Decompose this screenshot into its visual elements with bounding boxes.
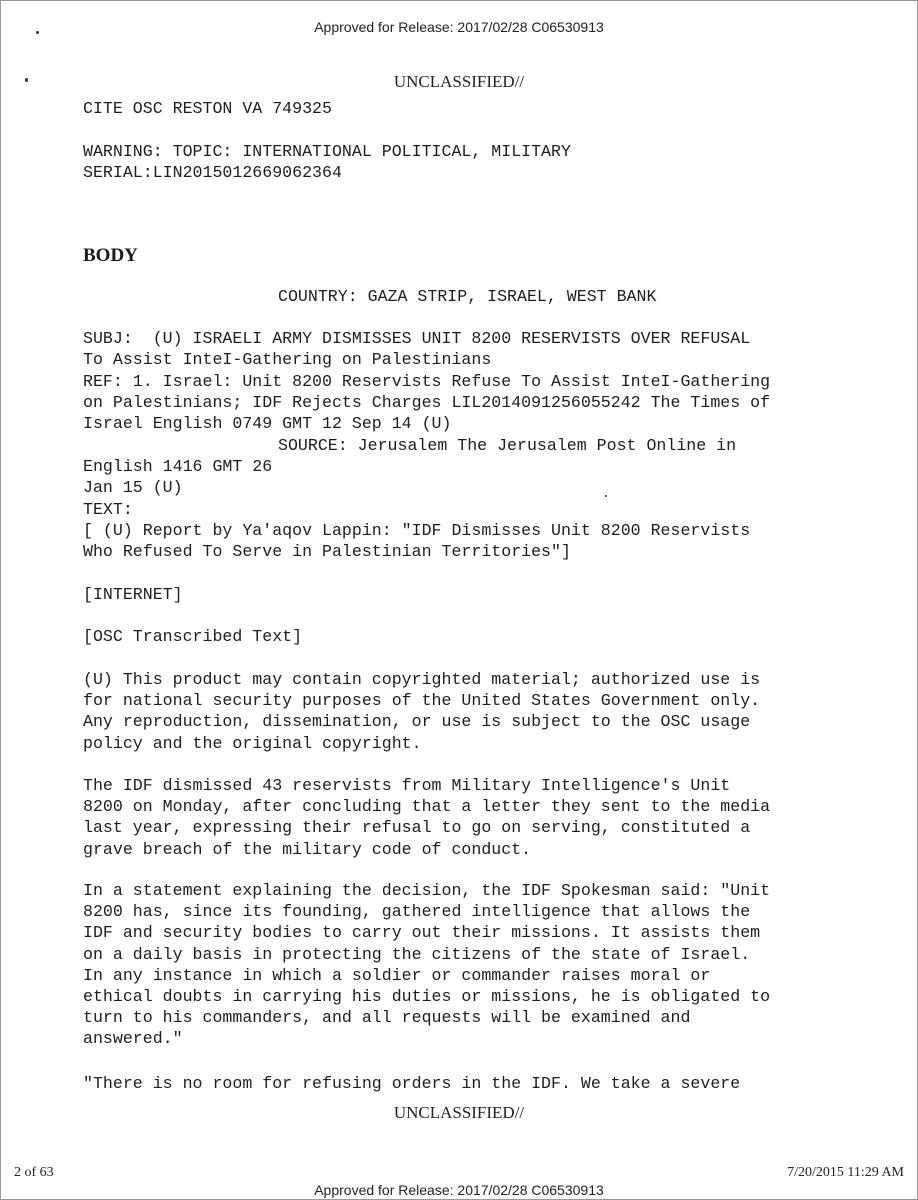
source-line-2: English 1416 GMT 26 — [83, 457, 273, 476]
source-line-3: Jan 15 (U) — [83, 478, 183, 497]
source-line-1: SOURCE: Jerusalem The Jerusalem Post Online in — [278, 436, 737, 455]
reference-line-1: REF: 1. Israel: Unit 8200 Reservists Refuse To Assist InteI-Gathering — [83, 372, 771, 391]
transcribed-text-tag: [OSC Transcribed Text] — [83, 627, 303, 646]
article-paragraph-quote: "There is no room for refusing orders in the IDF. We take a severe — [83, 1074, 741, 1093]
approved-release-header: Approved for Release: 2017/02/28 C06530913 — [314, 19, 604, 35]
reference-line-3: Israel English 0749 GMT 12 Sep 14 (U) — [83, 414, 452, 433]
report-line-2: Who Refused To Serve in Palestinian Territories"] — [83, 542, 571, 561]
print-timestamp: 7/20/2015 11:29 AM — [787, 1165, 904, 1180]
cite-line: CITE OSC RESTON VA 749325 — [83, 99, 332, 118]
classification-marking-bottom: UNCLASSIFIED// — [393, 1103, 525, 1122]
classification-marking-top: UNCLASSIFIED// — [393, 72, 525, 91]
text-label: TEXT: — [83, 500, 133, 519]
copyright-notice-paragraph: (U) This product may contain copyrighted material; authorized use is for national security purposes of the United States Government only. Any reproduction, dissemination, or use is subject to the OSC usage policy and the original copyright. — [83, 670, 761, 753]
body-heading: BODY — [83, 245, 138, 266]
scan-speck — [25, 78, 28, 82]
serial-line: SERIAL:LIN2015012669062364 — [83, 163, 342, 182]
scan-speck — [605, 495, 607, 497]
report-line-1: [ (U) Report by Ya'aqov Lappin: "IDF Dismisses Unit 8200 Reservists — [83, 521, 751, 540]
scan-speck — [36, 31, 39, 34]
subject-line-2: To Assist InteI-Gathering on Palestinians — [83, 350, 492, 369]
reference-line-2: on Palestinians; IDF Rejects Charges LIL2014091256055242 The Times of — [83, 393, 771, 412]
subject-line-1: SUBJ: (U) ISRAELI ARMY DISMISSES UNIT 8200 RESERVISTS OVER REFUSAL — [83, 329, 751, 348]
internet-tag: [INTERNET] — [83, 585, 183, 604]
country-line: COUNTRY: GAZA STRIP, ISRAEL, WEST BANK — [278, 287, 657, 306]
page-number: 2 of 63 — [14, 1165, 54, 1180]
warning-line: WARNING: TOPIC: INTERNATIONAL POLITICAL, MILITARY — [83, 142, 571, 161]
article-paragraph-statement: In a statement explaining the decision, the IDF Spokesman said: "Unit 8200 has, since its founding, gathered intelligence that allows the IDF and security bodies to carry out their missions. It assists them on a daily basis in protecting the citizens of the state of Israel. In any instance in which a soldier or commander raises moral or ethical doubts in carrying his duties or missions, he is obligated to turn to his commanders, and all requests will be examined and answered." — [83, 881, 771, 1049]
article-paragraph-dismissal: The IDF dismissed 43 reservists from Military Intelligence's Unit 8200 on Monday, after concluding that a letter they sent to the media last year, expressing their refusal to go on serving, constituted a grave breach of the military code of conduct. — [83, 776, 771, 859]
approved-release-footer: Approved for Release: 2017/02/28 C06530913 — [314, 1182, 604, 1198]
